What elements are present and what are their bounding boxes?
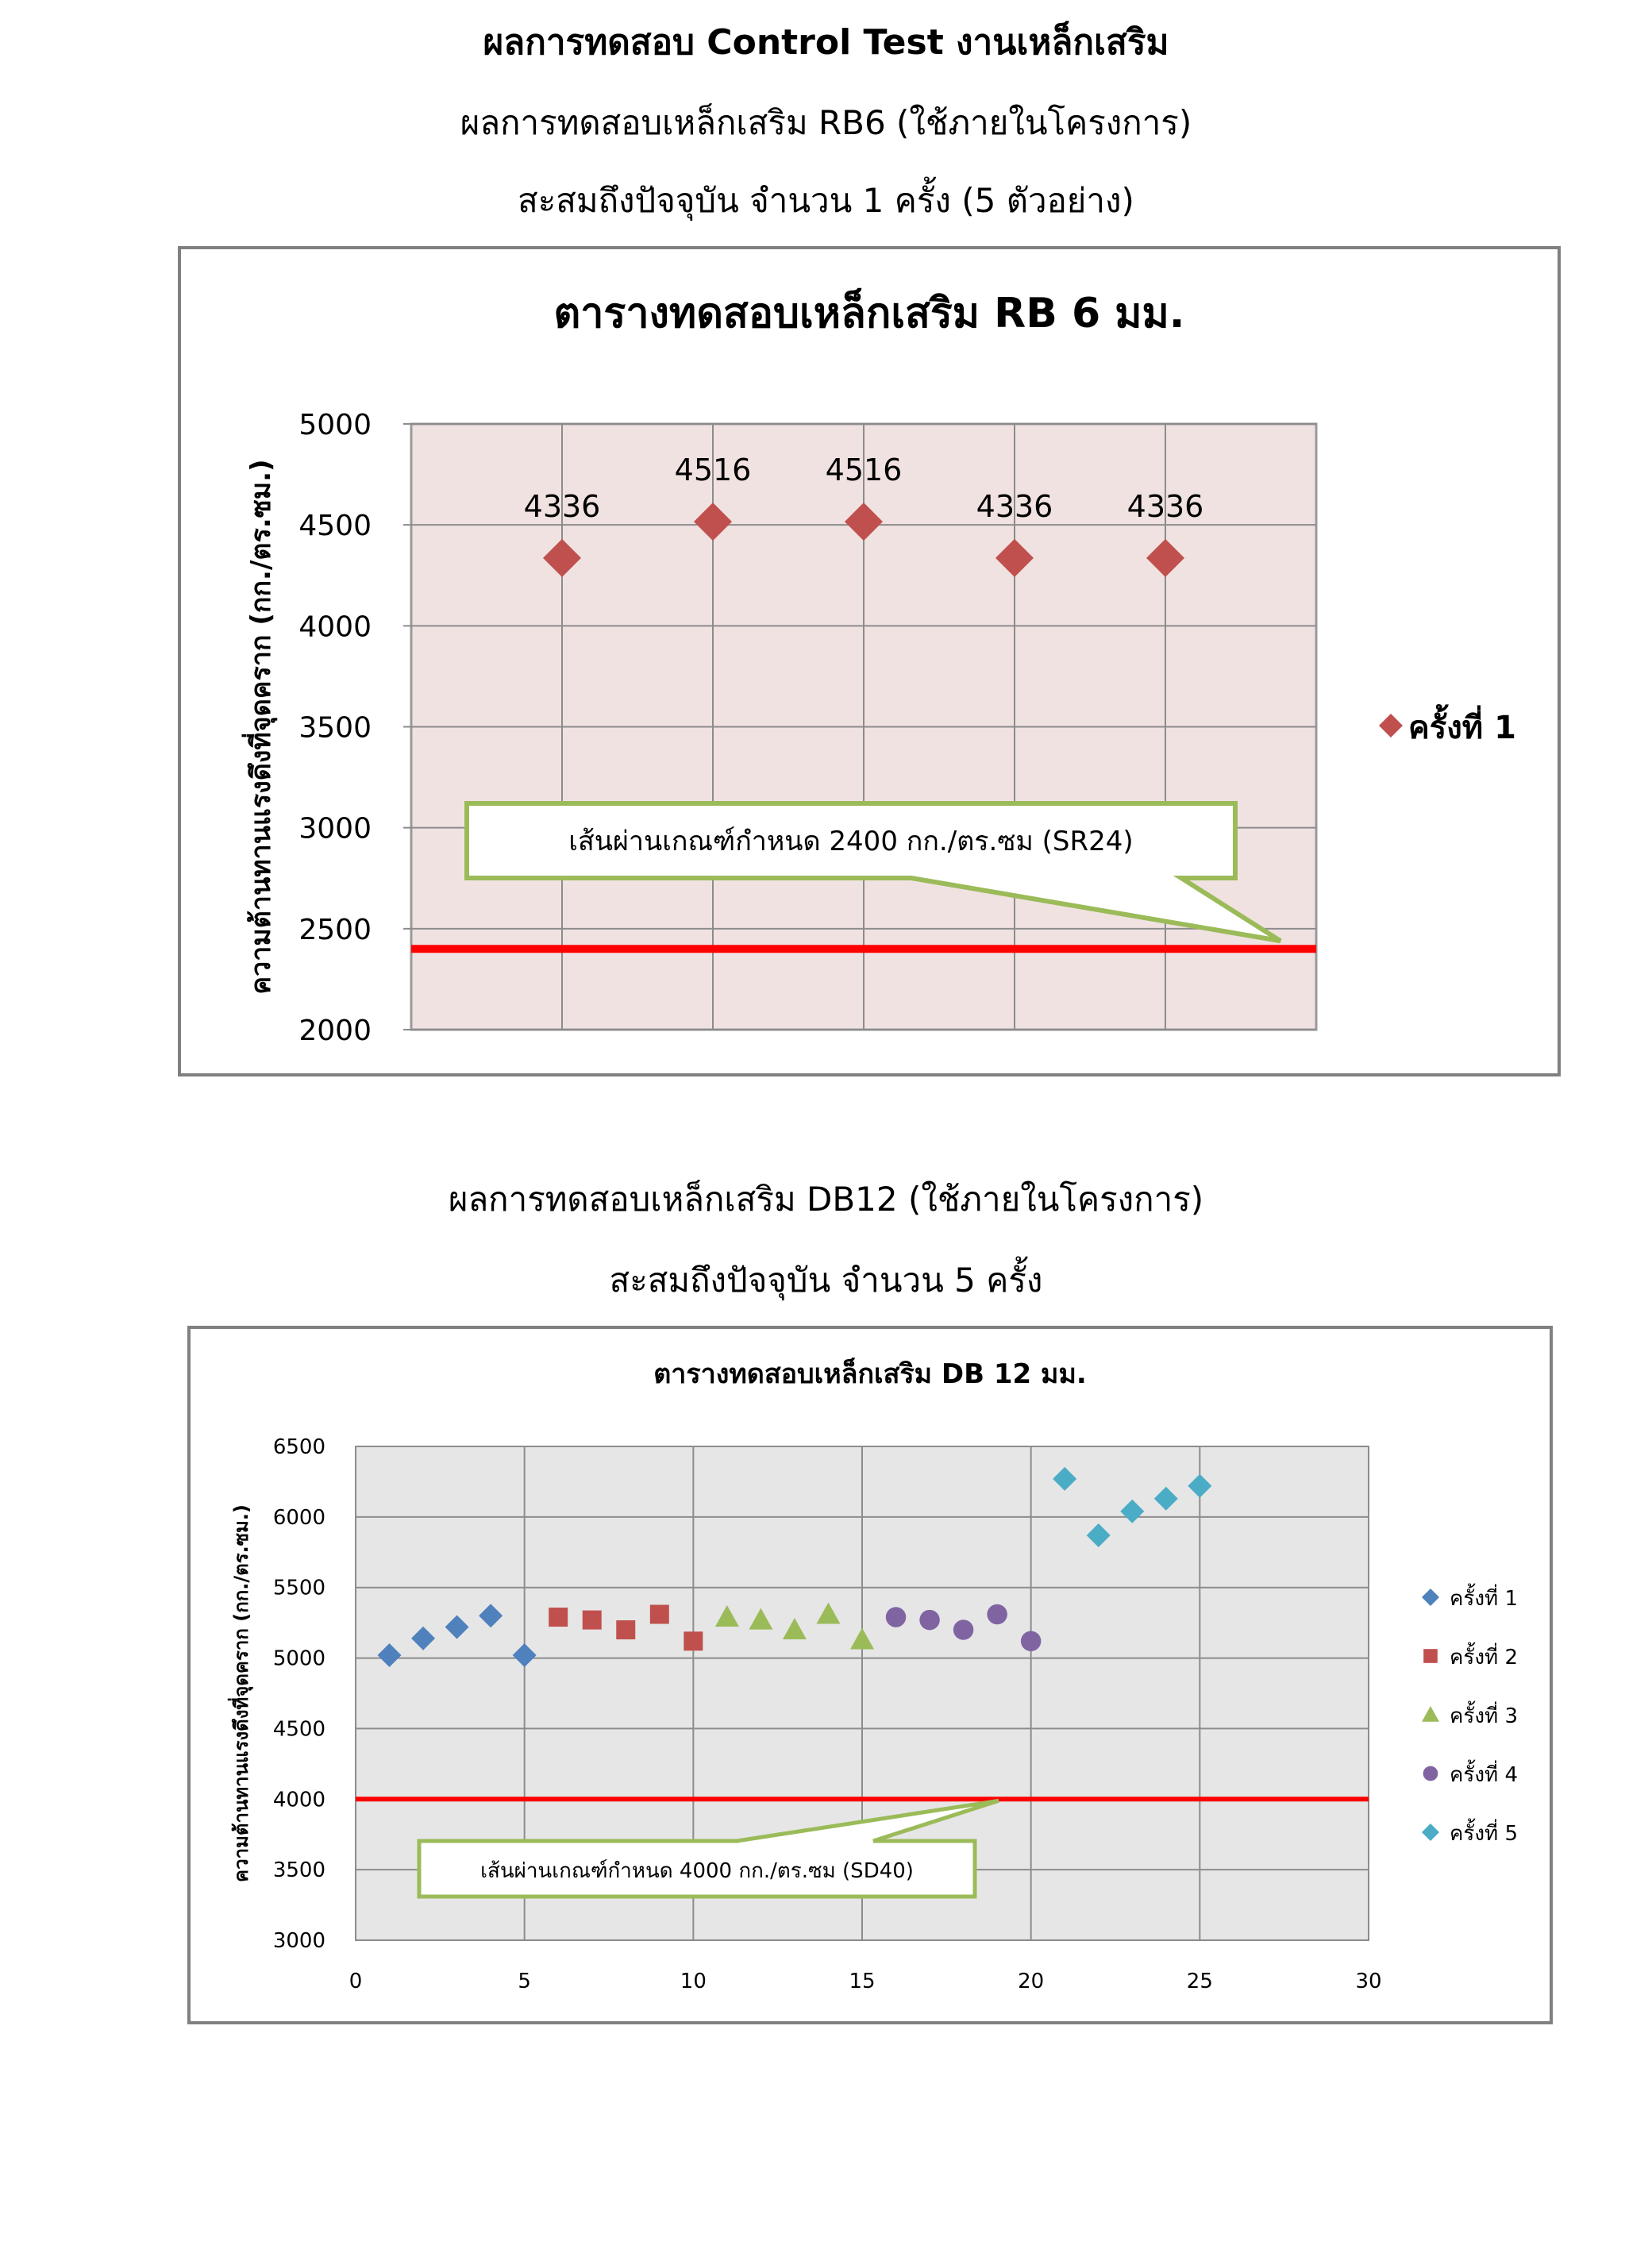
section1-title: ผลการทดสอบเหล็กเสริม RB6 (ใช้ภายในโครงการ) (460, 103, 1192, 142)
y-tick-label: 5000 (298, 409, 372, 441)
data-label: 4516 (674, 453, 752, 488)
legend-marker (1423, 1649, 1438, 1663)
legend-entry: ครั้งที่ 5 (1450, 1822, 1518, 1846)
legend-entry: ครั้งที่ 4 (1450, 1763, 1518, 1787)
legend-entry: ครั้งที่ 1 (1408, 710, 1516, 746)
chart-title: ตารางทดสอบเหล็กเสริม RB 6 มม. (553, 290, 1185, 337)
data-point (953, 1619, 974, 1640)
data-label: 4336 (976, 488, 1053, 524)
data-point (684, 1631, 703, 1650)
y-tick-label: 3000 (272, 1929, 325, 1953)
data-point (583, 1611, 602, 1630)
threshold-label: เส้นผ่านเกณฑ์กำหนด 4000 กก./ตร.ซม (SD40) (480, 1859, 914, 1883)
y-axis-label: ความต้านทานแรงดึงที่จุดคราก (กก./ตร.ซม.) (245, 459, 277, 995)
section1-count: สะสมถึงปัจจุบัน จำนวน 1 ครั้ง (5 ตัวอย่าง) (518, 181, 1134, 220)
y-tick-label: 4000 (298, 610, 372, 644)
y-tick-label: 3500 (272, 1858, 325, 1883)
x-tick-label: 15 (849, 1970, 876, 1993)
data-label: 4336 (1126, 488, 1204, 524)
y-axis-label: ความต้านทานแรงดึงที่จุดคราก (กก./ตร.ซม.) (230, 1504, 252, 1882)
data-point (987, 1604, 1007, 1625)
chart-title: ตารางทดสอบเหล็กเสริม DB 12 มม. (653, 1358, 1087, 1390)
data-label: 4336 (523, 488, 601, 524)
legend-marker (1422, 1824, 1439, 1841)
data-point (549, 1608, 568, 1627)
legend-marker (1422, 1589, 1439, 1606)
chart-rb6 (181, 249, 1558, 1073)
y-tick-label: 3000 (298, 812, 372, 845)
threshold-label: เส้นผ่านเกณฑ์กำหนด 2400 กก./ตร.ซม (SR24) (568, 826, 1134, 857)
page-title: ผลการทดสอบ Control Test งานเหล็กเสริม (483, 22, 1169, 63)
data-point (616, 1620, 635, 1639)
section2-count: สะสมถึงปัจจุบัน จำนวน 5 ครั้ง (609, 1261, 1043, 1300)
y-tick-label: 3500 (298, 711, 372, 745)
legend-marker (1379, 714, 1403, 738)
data-point (886, 1607, 907, 1627)
y-tick-label: 5000 (272, 1646, 325, 1671)
y-tick-label: 2000 (298, 1015, 372, 1047)
data-point (650, 1604, 669, 1623)
legend-entry: ครั้งที่ 1 (1450, 1587, 1518, 1611)
chart-db12 (191, 1329, 1550, 2021)
x-tick-label: 20 (1018, 1970, 1045, 1993)
data-label: 4516 (825, 453, 903, 488)
legend-entry: ครั้งที่ 3 (1450, 1704, 1518, 1728)
chart-db12-panel (187, 1326, 1553, 2024)
data-point (1021, 1631, 1042, 1651)
y-tick-label: 6500 (272, 1435, 325, 1459)
x-tick-label: 30 (1355, 1970, 1382, 1993)
chart-rb6-panel (178, 246, 1561, 1076)
y-tick-label: 2500 (298, 913, 372, 946)
data-point (919, 1610, 940, 1631)
legend-marker (1423, 1766, 1438, 1781)
x-tick-label: 25 (1186, 1970, 1213, 1993)
legend-entry: ครั้งที่ 2 (1450, 1646, 1518, 1670)
y-tick-label: 4500 (298, 510, 372, 543)
y-tick-label: 4000 (272, 1788, 325, 1812)
x-tick-label: 10 (680, 1970, 707, 1993)
x-tick-label: 5 (518, 1970, 531, 1993)
y-tick-label: 5500 (272, 1576, 325, 1600)
legend-marker (1422, 1706, 1439, 1722)
section2-title: ผลการทดสอบเหล็กเสริม DB12 (ใช้ภายในโครงการ) (448, 1180, 1204, 1219)
y-tick-label: 4500 (272, 1717, 325, 1742)
x-tick-label: 0 (348, 1970, 363, 1993)
y-tick-label: 6000 (272, 1505, 325, 1530)
